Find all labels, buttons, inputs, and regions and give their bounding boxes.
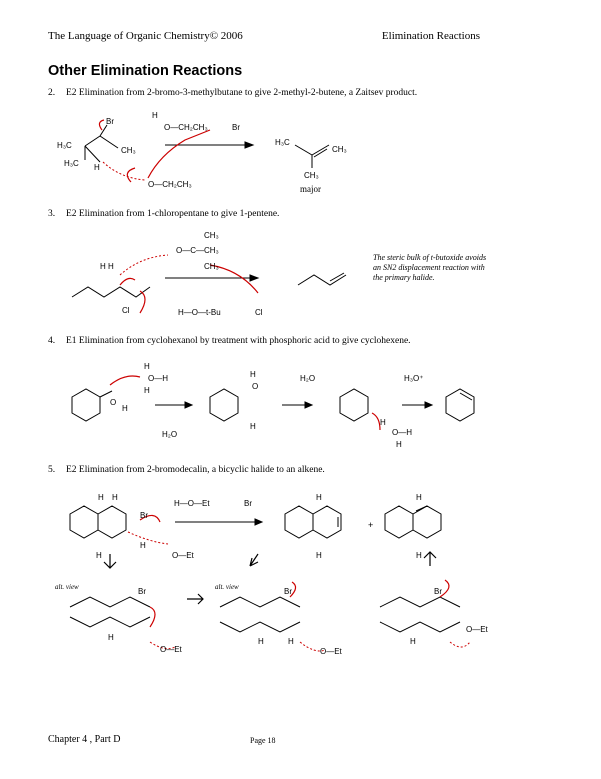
label-product-1-h-bottom: H [316,551,322,560]
problem-text: E2 Elimination from 1-chloropentane to give 1-pentene. [66,209,280,219]
problem-text: E2 Elimination from 2-bromodecalin, a bicyclic halide to an alkene. [66,465,325,475]
label-br: Br [106,117,114,126]
label-htbu: H—O—t-Bu [178,308,221,317]
label-br-chair-1: Br [138,587,146,596]
problem-text: E1 Elimination from cyclohexanol by treatment with phosphoric acid to give cyclohexene. [66,336,411,346]
footer-chapter: Chapter 4 , Part D [48,734,121,745]
label-product-1-h: H [316,493,322,502]
problem-text: E2 Elimination from 2-bromo-3-methylbutane to give 2-methyl-2-butene, a Zaitsev product. [66,88,418,98]
label-alt-view-1: alt. view [55,583,79,591]
problem-number: 4. [48,336,56,346]
label-h-axial: H [140,541,146,550]
label-oplus: O [252,382,259,391]
scheme-2-reaction [0,100,601,200]
footer-page-number: Page 18 [250,736,276,745]
label-ch3-top: CH₃ [204,231,219,240]
label-o: O [110,398,117,407]
label-oh-last: O—H [392,428,412,437]
label-h-bottom: H [96,551,102,560]
label-h: H [94,163,100,172]
document-header-right: Elimination Reactions [381,30,480,42]
label-h-chair-2: H [258,637,264,646]
problem-3 [48,209,279,219]
label-etoxide-2: O—Et [160,645,182,654]
label-br-ion: Br [244,499,252,508]
label-h3c-2: H₃C [64,159,79,168]
label-hh: H H [100,262,114,271]
label-water-1: H₂O [162,430,178,439]
label-cl: Cl [122,306,130,315]
label-br: Br [140,511,148,520]
label-h-chair-4: H [410,637,416,646]
label-br-chair-3: Br [434,587,442,596]
label-product-ch3b: CH₃ [304,171,319,180]
label-ethanol-h: H [152,111,158,120]
scheme-4-reaction [0,355,601,455]
label-ethanol: O—CH₂CH₃ [164,123,208,132]
label-product-h3c: H₃C [275,138,290,147]
label-plus: + [368,520,374,530]
label-h-top-2: H [112,493,118,502]
label-ch3-bottom: CH₃ [204,262,219,271]
label-bromide: Br [232,123,240,132]
label-alt-view-2: alt. view [215,583,239,591]
page-title: Other Elimination Reactions [48,63,243,79]
label-product-2-h-bottom: H [416,551,422,560]
label-h3o: H₃O⁺ [404,374,424,383]
problem-number: 3. [48,209,56,219]
label-cl-ion: Cl [255,308,263,317]
problem-number: 5. [48,465,56,475]
label-oh-a: O—H [148,374,168,383]
problem-4 [48,336,411,346]
label-etoxide-3: O—Et [320,647,342,656]
label-br-chair-2: Br [284,587,292,596]
label-h-a: H [144,362,150,371]
label-h-last-2: H [396,440,402,449]
label-h-ring: H [250,370,256,379]
label-tbuo: O—C—CH₃ [176,246,219,255]
label-h-last: H [380,418,386,427]
label-h-chair-3: H [288,637,294,646]
label-etoh: H—O—Et [174,499,210,508]
scheme-5-reaction [0,482,601,667]
label-major: major [300,184,321,194]
label-h-ring-2: H [250,422,256,431]
label-water-2: H₂O [300,374,316,383]
label-ethoxide: O—CH₂CH₃ [148,180,192,189]
label-h-chair-1: H [108,633,114,642]
document-header-left: The Language of Organic Chemistry© 2006 [48,30,243,42]
label-etoxide-4: O—Et [466,625,488,634]
label-h-b: H [144,386,150,395]
steric-note: The steric bulk of t-butoxide avoids an SN2 displacement reaction with the primary halide. [373,253,487,282]
problem-2 [48,88,417,98]
scheme-3-reaction [0,225,601,325]
problem-number: 2. [48,88,56,98]
label-etoxide: O—Et [172,551,194,560]
label-product-2-h: H [416,493,422,502]
label-product-ch3: CH₃ [332,145,347,154]
label-h3c-1: H₃C [57,141,72,150]
label-h-top-1: H [98,493,104,502]
problem-5 [48,465,325,475]
label-h-c: H [122,404,128,413]
label-ch3: CH₃ [121,146,136,155]
